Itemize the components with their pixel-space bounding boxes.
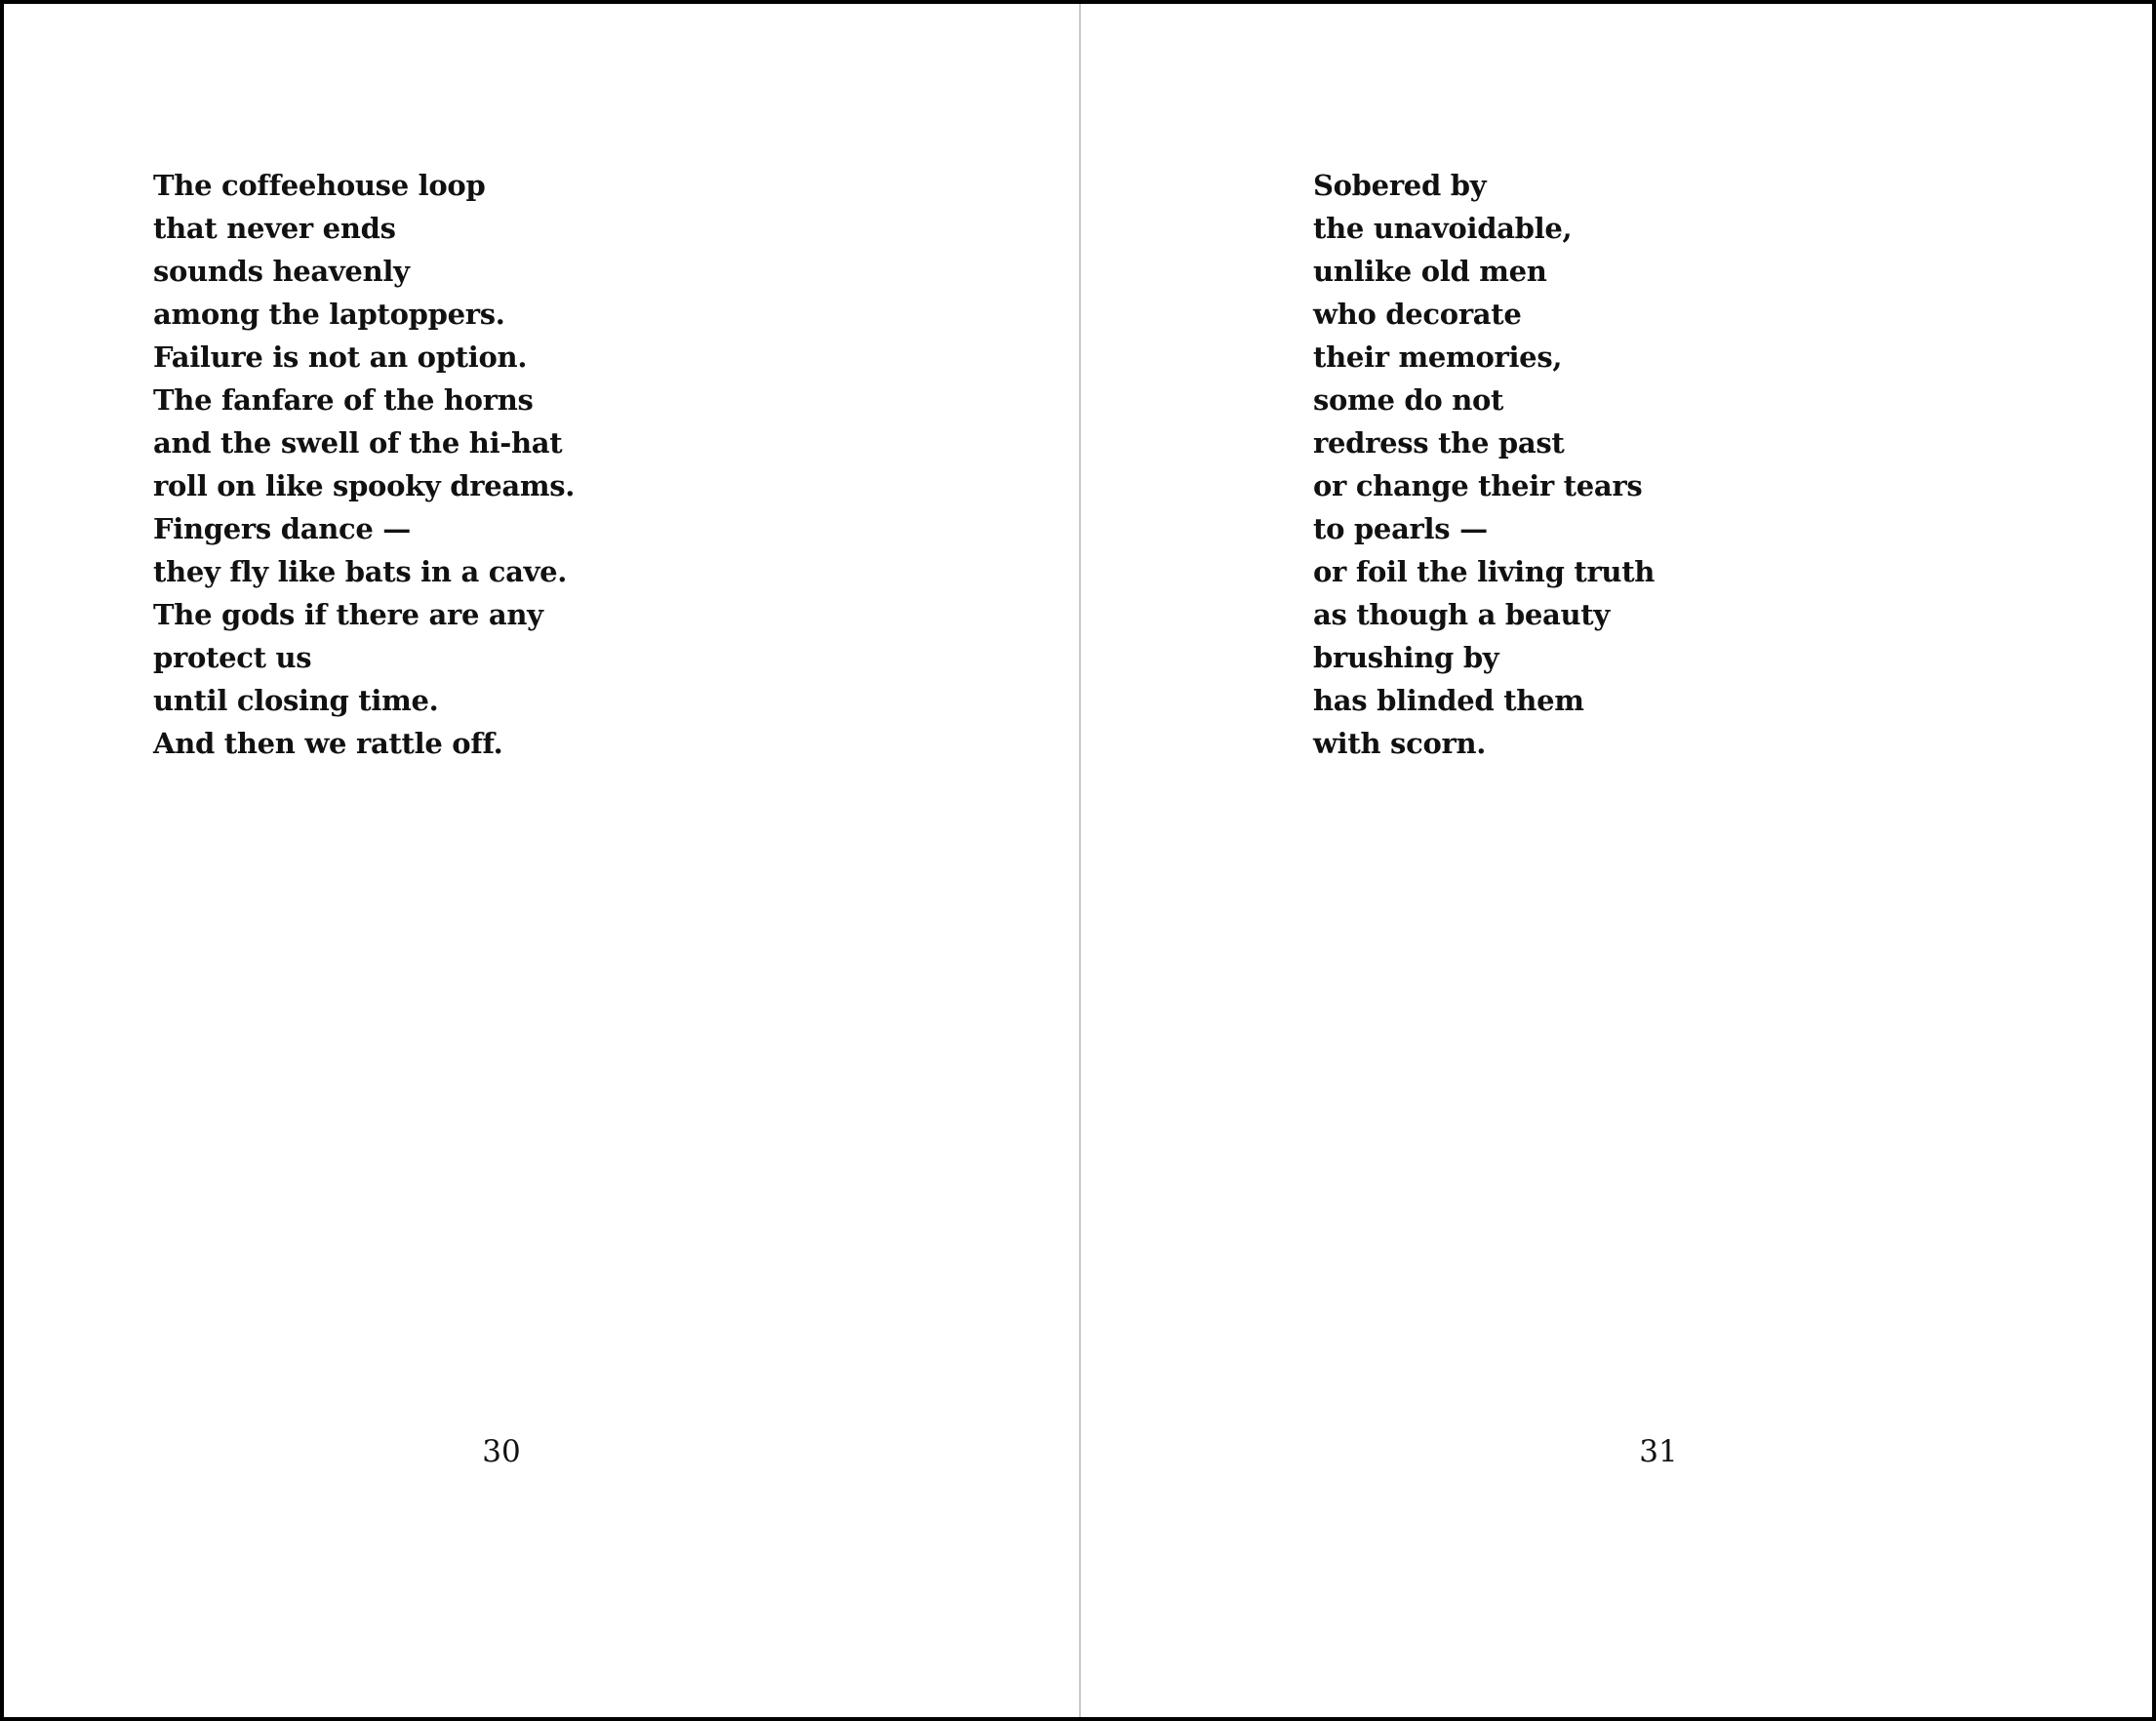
poem-line: The coffeehouse loop [153,169,486,202]
poem-line: who decorate [1313,298,1522,331]
poem-line: the unavoidable, [1313,212,1573,245]
poem-line: protect us [153,641,312,674]
poem-line: as though a beauty [1313,598,1610,631]
poem-line: they fly like bats in a cave. [153,555,568,588]
poem-line: and the swell of the hi-hat [153,426,563,460]
poem-line: And then we rattle off. [153,727,503,760]
poem-line: that never ends [153,212,396,245]
poem-line: sounds heavenly [153,255,410,288]
poem-line: until closing time. [153,684,439,717]
poem-line: or change their tears [1313,469,1643,502]
poem-line: The fanfare of the horns [153,383,534,417]
poem-line: unlike old men [1313,255,1547,288]
right-poem [1313,164,1655,765]
left-poem [153,164,575,765]
poem-line: Failure is not an option. [153,340,528,374]
right-page [1081,4,2152,1717]
poem-line: with scorn. [1313,727,1487,760]
poem-line: among the laptoppers. [153,298,505,331]
page-number-left: 30 [482,1434,521,1469]
poem-line: roll on like spooky dreams. [153,469,576,502]
poem-line: redress the past [1313,426,1565,460]
poem-line: Fingers dance — [153,512,411,545]
left-page [4,4,1075,1717]
poem-line: some do not [1313,383,1504,417]
poem-line: The gods if there are any [153,598,543,631]
poem-line: Sobered by [1313,169,1487,202]
poem-line: brushing by [1313,641,1499,674]
poem-line: or foil the living truth [1313,555,1656,588]
poem-line: has blinded them [1313,684,1584,717]
poem-line: to pearls — [1313,512,1488,545]
page-number-right: 31 [1639,1434,1678,1469]
poem-line: their memories, [1313,340,1563,374]
